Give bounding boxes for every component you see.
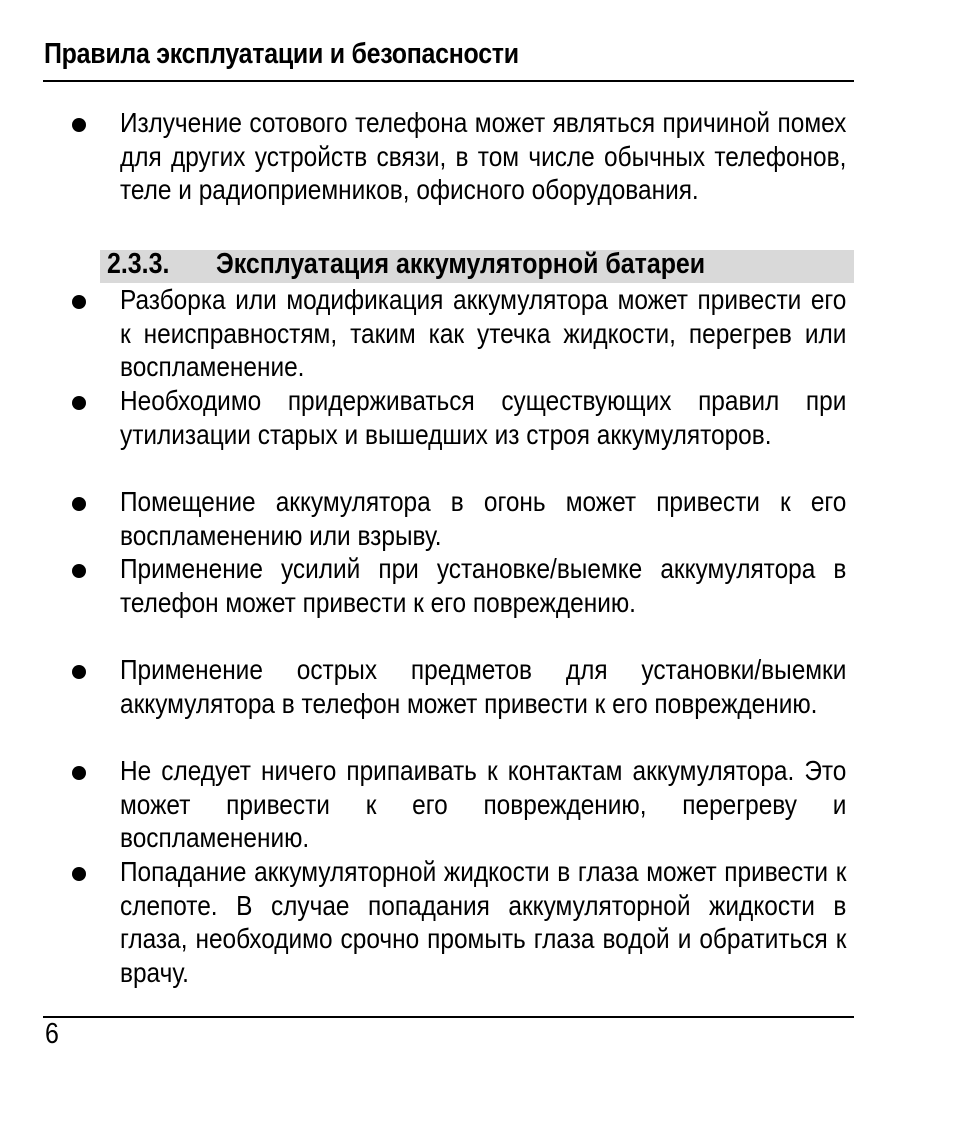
bullet-icon — [72, 497, 86, 511]
list-item: Излучение сотового телефона может являться причиной помех для других устройств связи, в том числе обычных телефонов, теле и радиоприемников, офисного оборудования. — [120, 107, 847, 205]
bullet-icon — [72, 295, 86, 309]
bullet-icon — [72, 665, 86, 679]
header-divider — [43, 80, 854, 82]
bullet-icon — [72, 564, 86, 578]
list-item: Помещение аккумулятора в огонь может привести к его воспламенению или взрыву. — [120, 486, 847, 551]
bullet-icon — [72, 118, 86, 132]
footer-divider — [43, 1016, 854, 1018]
section-number: 2.3.3. — [107, 248, 170, 280]
list-item: Разборка или модификация аккумулятора может привести его к неисправностям, таким как утечка жидкости, перегрев или воспламенение. — [120, 284, 847, 382]
list-item: Не следует ничего припаивать к контактам аккумулятора. Это может привести к его повреждению, перегреву и воспламенению. — [120, 755, 847, 853]
page-number: 6 — [45, 1018, 59, 1050]
list-item: Применение усилий при установке/выемке аккумулятора в телефон может привести к его повреждению. — [120, 553, 847, 618]
section-title: Эксплуатация аккумуляторной батареи — [216, 248, 706, 280]
list-item: Применение острых предметов для установки/выемки аккумулятора в телефон может привести к его повреждению. — [120, 654, 847, 719]
bullet-icon — [72, 867, 86, 881]
bullet-icon — [72, 766, 86, 780]
page-header-title: Правила эксплуатации и безопасности — [44, 38, 519, 70]
bullet-icon — [72, 396, 86, 410]
list-item: Необходимо придерживаться существующих правил при утилизации старых и вышедших из строя аккумуляторов. — [120, 385, 847, 450]
list-item: Попадание аккумуляторной жидкости в глаза может привести к слепоте. В случае попадания аккумуляторной жидкости в глаза, необходимо срочно промыть глаза водой и обратиться к врачу. — [120, 856, 847, 988]
